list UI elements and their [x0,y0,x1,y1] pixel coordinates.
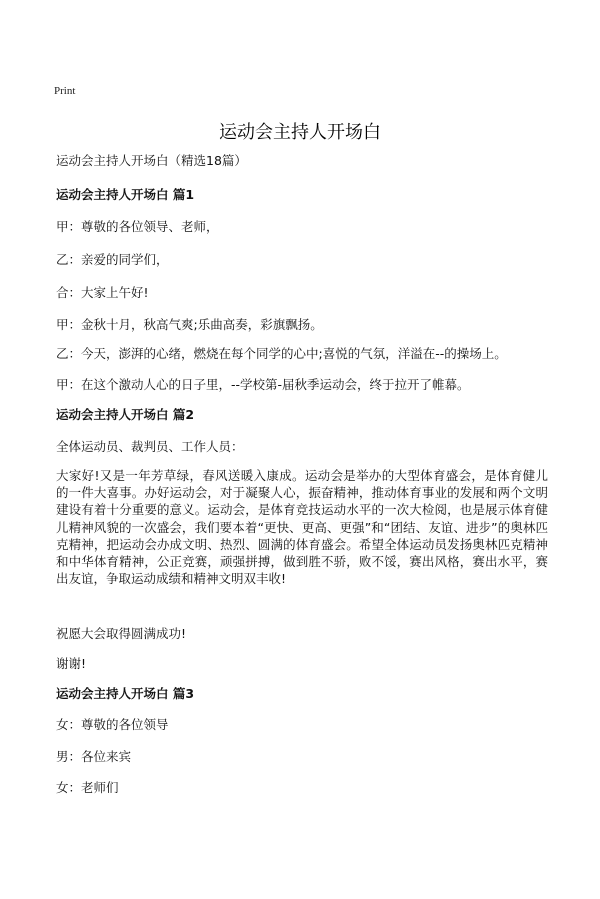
dialogue-line: 乙：亲爱的同学们， [56,252,169,267]
page-title: 运动会主持人开场白 [219,122,381,143]
dialogue-line: 女：老师们 [56,780,119,795]
body-paragraph: 大家好!又是一年芳草绿，春风送暖入康成。运动会是举办的大型体育盛会，是体育健儿的一件大喜事。办好运动会，对于凝聚人心，振奋精神，推动体育事业的发展和两个文明建设有着十分重要的意义。运动会，是体育竞技运动水平的一次大检阅，也是展示体育健儿精神风貌的一次盛会，我们要本着“更快、更高、更强”和“团结、友谊、进步”的奥林匹克精神，把运动会办成文明、热烈、圆满的体育盛会。希望全体运动员发扬奥林匹克精神和中华体育精神，公正竞赛，顽强拼搏，做到胜不骄，败不馁，赛出风格，赛出水平，赛出友谊，争取运动成绩和精神文明双丰收! [56,468,548,587]
dialogue-line: 男：各位来宾 [56,749,132,764]
dialogue-line: 甲：尊敬的各位领导、老师， [56,219,219,234]
section-intro: 全体运动员、裁判员、工作人员： [56,439,244,454]
dialogue-line: 甲：在这个激动人心的日子里，--学校第-届秋季运动会，终于拉开了帷幕。 [56,377,470,392]
document-subtitle: 运动会主持人开场白（精选18篇） [56,153,247,168]
dialogue-line: 女：尊敬的各位领导 [56,717,169,732]
dialogue-line: 乙：今天，澎湃的心绪，燃烧在每个同学的心中;喜悦的气氛，洋溢在--的操场上。 [56,346,507,361]
dialogue-line: 合：大家上午好! [56,285,149,300]
closing-wish: 祝愿大会取得圆满成功! [56,626,187,641]
dialogue-line: 甲：金秋十月，秋高气爽;乐曲高奏，彩旗飘扬。 [56,317,323,332]
print-label: Print [54,85,76,97]
closing-thanks: 谢谢! [56,656,87,671]
section-heading-2: 运动会主持人开场白 篇2 [56,407,195,422]
section-heading-3: 运动会主持人开场白 篇3 [56,686,195,701]
section-heading-1: 运动会主持人开场白 篇1 [56,187,195,202]
